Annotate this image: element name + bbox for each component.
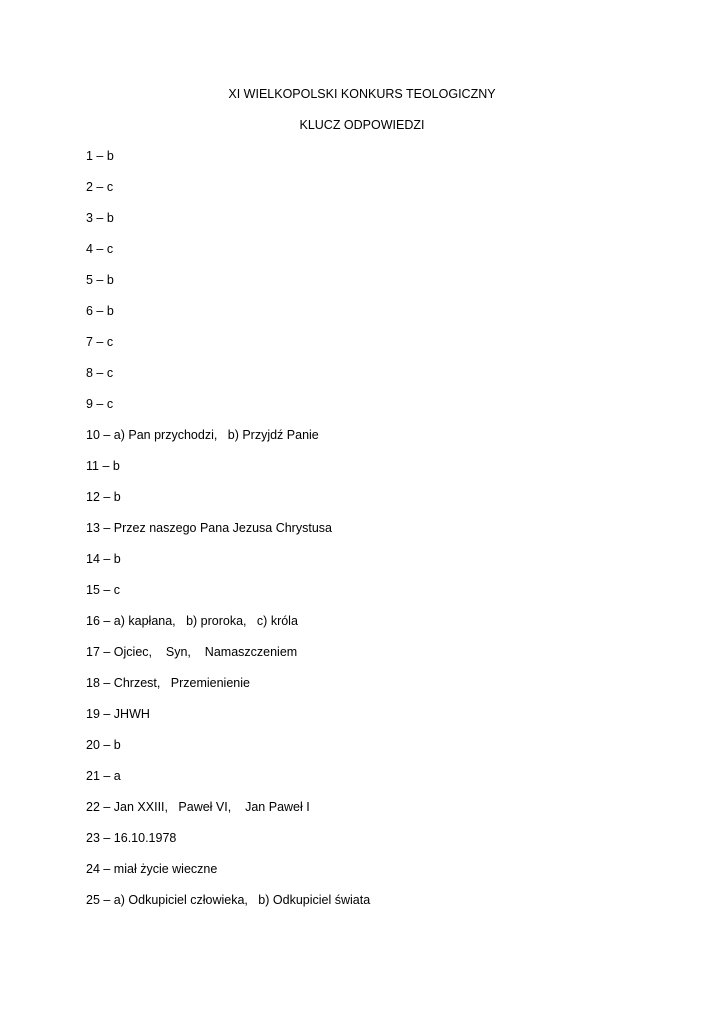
- answer-item-25: 25 – a) Odkupiciel człowieka, b) Odkupiciel świata: [86, 893, 371, 907]
- answer-item-5: 5 – b: [86, 273, 114, 287]
- answer-item-22: 22 – Jan XXIII, Paweł VI, Jan Paweł I: [86, 800, 310, 814]
- answer-item-16: 16 – a) kapłana, b) proroka, c) króla: [86, 614, 298, 628]
- answer-item-10: 10 – a) Pan przychodzi, b) Przyjdź Panie: [86, 428, 319, 442]
- answer-item-17: 17 – Ojciec, Syn, Namaszczeniem: [86, 645, 298, 659]
- answer-item-1: 1 – b: [86, 149, 114, 163]
- answer-item-18: 18 – Chrzest, Przemienienie: [86, 676, 250, 690]
- answer-item-14: 14 – b: [86, 552, 121, 566]
- answer-item-20: 20 – b: [86, 738, 121, 752]
- answer-item-7: 7 – c: [86, 335, 114, 349]
- answer-item-8: 8 – c: [86, 366, 114, 380]
- answer-item-2: 2 – c: [86, 180, 114, 194]
- answer-item-3: 3 – b: [86, 211, 114, 225]
- answer-item-11: 11 – b: [86, 459, 120, 473]
- answer-item-4: 4 – c: [86, 242, 114, 256]
- answer-item-24: 24 – miał życie wieczne: [86, 862, 218, 876]
- answer-item-19: 19 – JHWH: [86, 707, 150, 721]
- answer-item-13: 13 – Przez naszego Pana Jezusa Chrystusa: [86, 521, 332, 535]
- answer-item-9: 9 – c: [86, 397, 114, 411]
- document-subtitle: KLUCZ ODPOWIEDZI: [299, 118, 425, 132]
- document-title: XI WIELKOPOLSKI KONKURS TEOLOGICZNY: [228, 87, 496, 101]
- answer-key-list: [86, 148, 646, 923]
- answer-item-12: 12 – b: [86, 490, 121, 504]
- answer-item-21: 21 – a: [86, 769, 121, 783]
- answer-item-6: 6 – b: [86, 304, 114, 318]
- answer-item-23: 23 – 16.10.1978: [86, 831, 177, 845]
- answer-item-15: 15 – c: [86, 583, 121, 597]
